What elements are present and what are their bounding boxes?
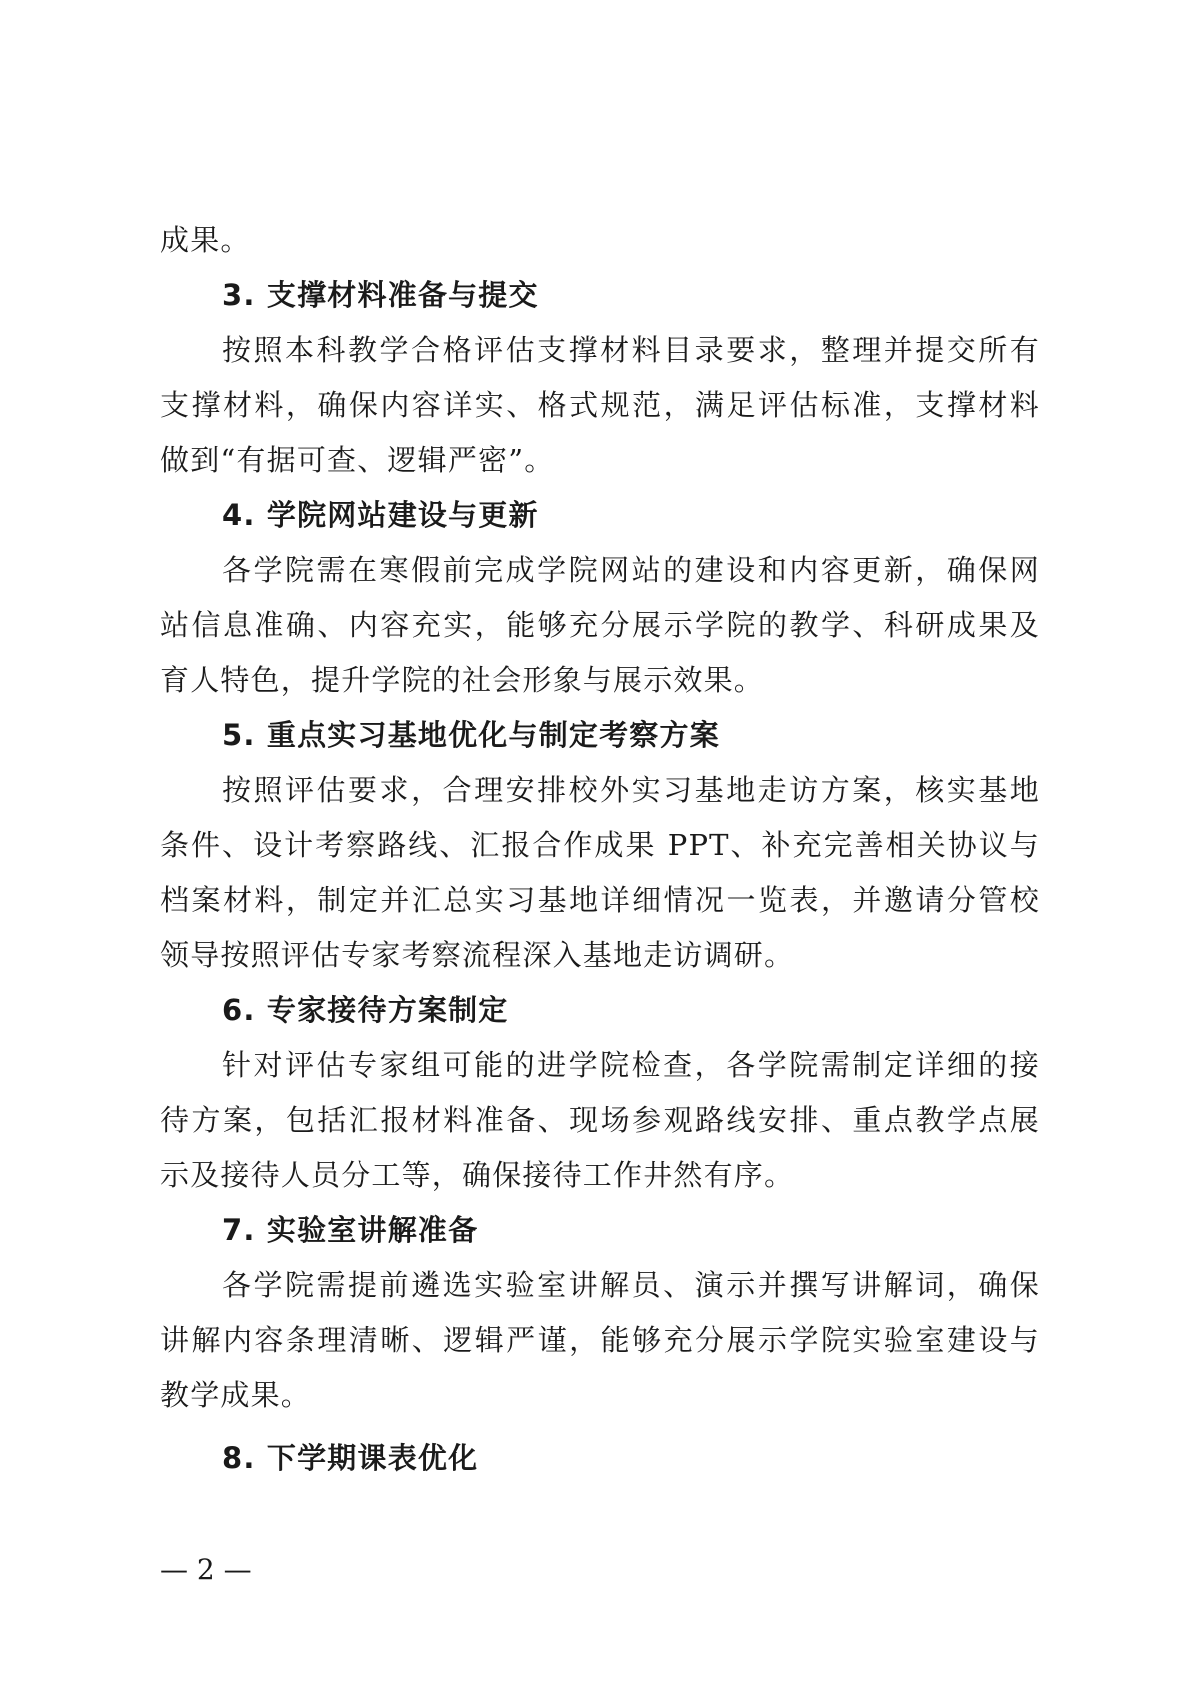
paragraph-line: 支撑材料，确保内容详实、格式规范，满足评估标准，支撑材料	[160, 388, 1040, 422]
page-number: — 2 —	[160, 1553, 252, 1586]
paragraph-line: 做到“有据可查、逻辑严密”。	[160, 443, 555, 477]
paragraph-line: 档案材料，制定并汇总实习基地详细情况一览表，并邀请分管校	[160, 883, 1040, 917]
paragraph-line: 条件、设计考察路线、汇报合作成果 PPT、补充完善相关协议与	[160, 828, 1040, 862]
paragraph-line: 待方案，包括汇报材料准备、现场参观路线安排、重点教学点展	[160, 1103, 1040, 1137]
paragraph-line: 领导按照评估专家考察流程深入基地走访调研。	[160, 938, 795, 972]
section-heading-4: 4. 学院网站建设与更新	[222, 498, 539, 532]
section-heading-8: 8. 下学期课表优化	[222, 1441, 479, 1475]
paragraph-line: 讲解内容条理清晰、逻辑严谨，能够充分展示学院实验室建设与	[160, 1323, 1040, 1357]
paragraph-line: 各学院需在寒假前完成学院网站的建设和内容更新，确保网	[222, 553, 1040, 587]
section-heading-5: 5. 重点实习基地优化与制定考察方案	[222, 718, 720, 752]
intro-line: 成果。	[160, 223, 251, 257]
paragraph-line: 按照评估要求，合理安排校外实习基地走访方案，核实基地	[222, 773, 1040, 807]
paragraph-line: 按照本科教学合格评估支撑材料目录要求，整理并提交所有	[222, 333, 1040, 367]
section-heading-3: 3. 支撑材料准备与提交	[222, 278, 539, 312]
section-heading-7: 7. 实验室讲解准备	[222, 1213, 479, 1247]
paragraph-line: 教学成果。	[160, 1378, 312, 1412]
section-heading-6: 6. 专家接待方案制定	[222, 993, 509, 1027]
paragraph-line: 各学院需提前遴选实验室讲解员、演示并撰写讲解词，确保	[222, 1268, 1040, 1302]
paragraph-line: 针对评估专家组可能的进学院检查，各学院需制定详细的接	[222, 1048, 1040, 1082]
paragraph-line: 示及接待人员分工等，确保接待工作井然有序。	[160, 1158, 795, 1192]
paragraph-line: 育人特色，提升学院的社会形象与展示效果。	[160, 663, 765, 697]
document-body	[160, 213, 1040, 1493]
paragraph-line: 站信息准确、内容充实，能够充分展示学院的教学、科研成果及	[160, 608, 1040, 642]
